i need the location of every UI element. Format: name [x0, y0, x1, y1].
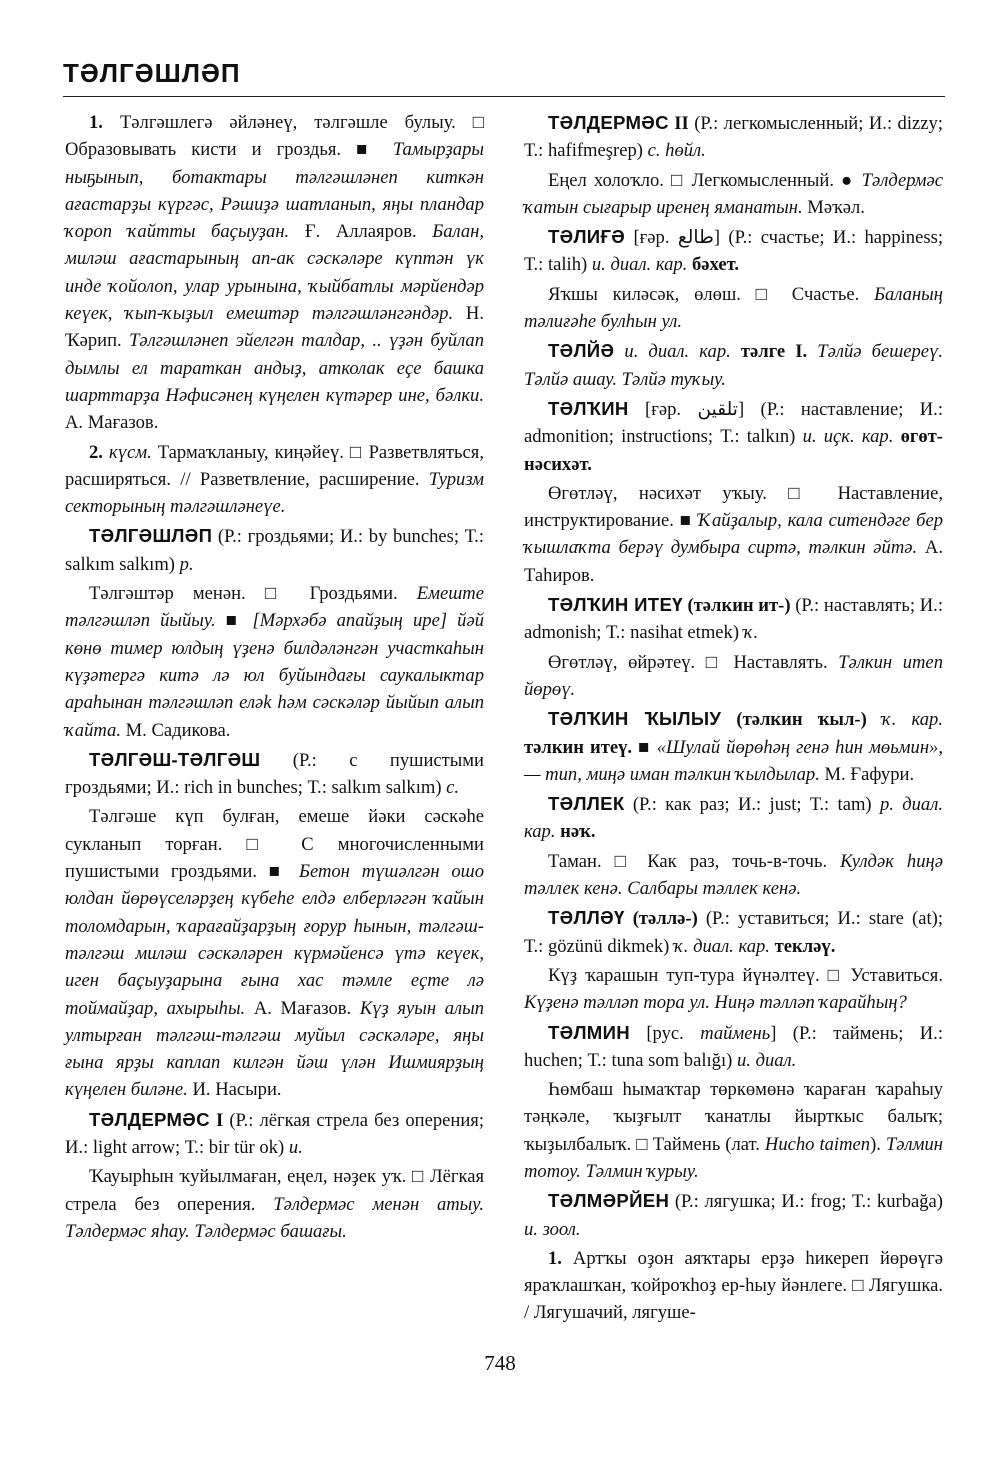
- left_column-paragraph: ТӘЛДЕРМӘС I (Р.: лёгкая стрела без оперения; И.: light arrow; Т.: bir tür ok) и.: [65, 1108, 484, 1158]
- left_column-paragraph: 2. күсм. Тармаҡланыу, киңәйеү. □ Разветвляться, расширяться. // Разветвление, расширение. Туризм секторының тәлгәшләнеүе.: [65, 441, 484, 518]
- right_column-paragraph: ТӘЛҠИН ҠЫЛЫУ (тәлкин ҡыл-) ҡ. кар. тәлкин итеү. ■ «Шулай йөрөһәң генә һин мөьмин», — тип, миңә иман тәлкин ҡылдылар. М. Ғафури.: [524, 708, 943, 785]
- right_column-paragraph: 1. Артҡы оҙон аяҡтары ерҙә һикереп йөрөүгә яраҡлашҡан, ҡойроҡһоҙ ер-һыу йәнлеге. □ Лягушка. / Лягушачий, лягуше-: [524, 1247, 943, 1324]
- right_column-paragraph: Күҙ ҡарашын туп-тура йүнәлтеү. □ Уставиться. Күҙенә тәлләп тора ул. Ниңә тәлләп ҡарайһың?: [524, 964, 943, 1014]
- right_column-paragraph: Өгөтләү, нәсихәт уҡыу. □ Наставление, инструктирование. ■ Ҡайҙалыр, кала ситендәге бер ҡышлаҡта берәү думбыра сиртә, тәлкин әйтә. А. Таһиров.: [524, 482, 944, 586]
- right_column-paragraph: ТӘЛҠИН [ғәр. تلقين] (Р.: наставление; И.: admonition; instructions; Т.: talkın) и. иҫк. кар. өгөт-нәсихәт.: [524, 397, 943, 475]
- left_column-paragraph: Тәлгәштәр менән. □ Гроздьями. Емеште тәлгәшләп йыйыу. ■ [Мәрхәбә апайҙың ире] йәй көнө тимер юлдың үҙенә билдәләнгән участкаһын күҙәтергә китә лә юл буйындағы саукалыктар араһынан тәлгәшләп елək һәм сәскәләр йыйып алып ҡайта. М. Садикова.: [65, 583, 484, 741]
- right_column-paragraph: ТӘЛЛЕК (Р.: как раз; И.: just; Т.: tam) р. диал. кар. нәҡ.: [524, 793, 943, 843]
- left_column-paragraph: ТӘЛГӘШ-ТӘЛГӘШ (Р.: с пушистыми гроздьями; И.: rich in bunches; Т.: salkım salkım) с.: [65, 748, 484, 799]
- left_column-paragraph: 1. Тәлгәшлегә әйләнеү, тәлгәшле булыу. □ Образовывать кисти и гроздья. ■ Тамырҙары ныҕынып, ботактары тәлгәшләнеп киткән ағастарҙы күргәс, Рәшиҙә шатланып, яңы пландар ҡороп ҡайтты баҫыуҙан. Ғ. Аллаяров. Балан, миләш ағастарының ап-ак сәскәләре күптән үк инде ҡойолоп, улар урынына, ҡыйбатлы мәрйендәр кеүек, ҡып-ҡыҙыл емештәр тәлгәшләнгәндәр. Н. Ҡәрип. Тәлгәшләнеп эйелгән талдар, .. үҙән буйлап дымлы ел тараткан андыҙ, атколак еҫе башка шарттарҙа Нәфисәнең күңелен күтәрер ине, бәлки. А. Мағазов.: [65, 112, 485, 434]
- page-number: 748: [484, 1351, 516, 1375]
- right_column-paragraph: Һөмбаш һымаҡтар төркөмөнә ҡараған ҡараһыу тәңкәле, ҡыҙғылт ҡанатлы йырткыс балыҡ; ҡыҙылбалыҡ. □ Таймень (лат. Hucho taimen). Тәлмин тотоу. Тәлмин ҡурыу.: [524, 1079, 943, 1182]
- right_column-paragraph: Таман. □ Как раз, точь-в-точь. Кулдәк һиңә тәллек кенә. Салбары тәллек кенә.: [524, 850, 943, 900]
- left_column-paragraph: ТӘЛГӘШЛӘП (Р.: гроздьями; И.: by bunches; Т.: salkım salkım) р.: [65, 525, 484, 575]
- right_column-paragraph: Еңел холоҡло. □ Легкомысленный. ● Тәлдермәс ҡатын сығарыр иренең яманатын. Мәҡәл.: [524, 169, 943, 218]
- right-column: [524, 109, 943, 1329]
- right_column-paragraph: Өгөтләү, өйрәтеү. □ Наставлять. Тәлкин итеп йөрөү.: [524, 651, 943, 700]
- header-rule: [63, 96, 945, 97]
- right_column-paragraph: ТӘЛҠИН ИТЕҮ (тәлкин ит-) (Р.: наставлять; И.: admonish; Т.: nasihat etmek) ҡ.: [524, 594, 943, 644]
- right_column-paragraph: ТӘЛЙӘ и. диал. кар. тәлге I. Тәлйә бешереү. Тәлйә ашау. Тәлйә туҡыу.: [524, 340, 944, 390]
- right_column-paragraph: ТӘЛДЕРМӘС II (Р.: легкомысленный; И.: dizzy; Т.: hafifmeşrep) с. һөйл.: [524, 112, 943, 162]
- right_column-paragraph: ТӘЛМӘРЙЕН (Р.: лягушка; И.: frog; Т.: kurbağa) и. зоол.: [524, 1190, 943, 1240]
- right_column-paragraph: ТӘЛЛӘҮ (тәллә-) (Р.: уставиться; И.: stare (at); Т.: gözünü dikmek) ҡ. диал. кар. текләү.: [524, 907, 943, 957]
- right_column-paragraph: ТӘЛИҒӘ [ғәр. طالع] (Р.: счастье; И.: happiness; Т.: talih) и. диал. кар. бәхет.: [524, 226, 943, 276]
- right_column-paragraph: ТӘЛМИН [рус. таймень] (Р.: таймень; И.: huchen; Т.: tuna som balığı) и. диал.: [524, 1021, 943, 1071]
- right_column-paragraph: Яҡшы киләсәк, өлөш. □ Счастье. Баланың тәлиғәһе булһын ул.: [524, 283, 943, 333]
- left_column-paragraph: Ҡауырһын ҡуйылмаған, еңел, нәҙек уҡ. □ Лёгкая стрела без оперения. Тәлдермәс менән атыу. Тәлдермәс яһау. Тәлдермәс башағы.: [65, 1166, 484, 1242]
- running-head: ТӘЛГӘШЛӘП: [63, 58, 241, 88]
- left_column-paragraph: Тәлгәше күп булған, емеше йәки сәскәһе сукланып торған. □ С многочисленными пушистыми гроздьями. ■ Бетон түшәлгән ошо юлдан йөрөүселәрҙең күбеһе елдә елберләгән ҡайын толомдарын, ҡарағайҙарҙың ғорур һынын, тәлгәш-тәлгәш миләш сәскәләрен күрмәйенсә үтә кеүек, иген баҫыуҙарына ғына хас тәмле еҫте лә тоймайҙар, ахырыһы. А. Мағазов. Күҙ яуын алып ултырған тәлгәш-тәлгәш муйыл сәскәләре, яңы ғына ярҙы каплап килгән йәш үлән Ишмиярҙың күңелен биләне. И. Насыри.: [65, 806, 484, 1101]
- left-column: [65, 109, 484, 1247]
